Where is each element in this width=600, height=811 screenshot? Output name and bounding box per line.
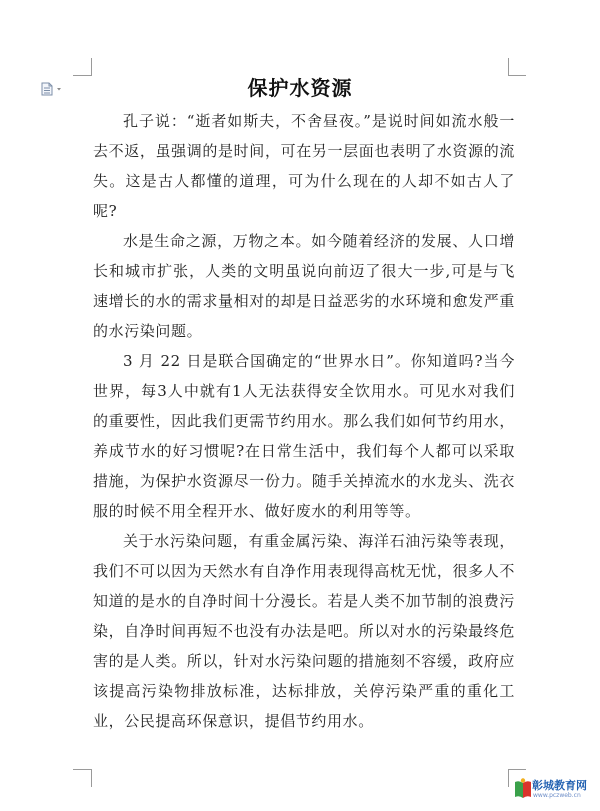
paragraph: 水是生命之源，万物之本。如今随着经济的发展、人口增长和城市扩张，人类的文明虽说向前迈了很大一步,可是与飞速增长的水的需求量相对的却是日益恶劣的水环境和愈发严重的水污染问题。 <box>93 232 515 340</box>
watermark-url: www.pczweb.cn <box>533 792 581 799</box>
watermark-logo <box>514 774 594 804</box>
document-title: 保护水资源 <box>247 76 353 100</box>
crop-mark-bottom-left <box>91 769 92 787</box>
paragraph: 关于水污染问题，有重金属污染、海洋石油污染等表现，我们不可以因为天然水有自净作用表现得高枕无忧，很多人不知道的是水的自净时间十分漫长。若是人类不加节制的浪费污染，自净时间再短不也没有办法是吧。所以对水的污染最终危害的是人类。所以，针对水污染问题的措施刻不容缓，政府应该提高污染物排放标准，达标排放，关停污染严重的重化工业，公民提高环保意识，提倡节约用水。 <box>93 532 515 730</box>
book-icon <box>514 778 532 800</box>
paragraph: 孔子说：“逝者如斯夫，不舍昼夜。”是说时间如流水般一去不返，虽强调的是时间，可在另一层面也表明了水资源的流失。这是古人都懂的道理，可为什么现在的人却不如古人了呢? <box>93 112 515 220</box>
crop-mark-bottom-right <box>508 769 509 787</box>
crop-mark-bottom-left <box>73 769 91 770</box>
paragraph: 3 月 22 日是联合国确定的“世界水日”。你知道吗?当今世界，每3人中就有1人无法获得安全饮用水。可见水对我们的重要性，因此我们更需节约用水。那么我们如何节约用水，养成节水的好习惯呢?在日常生活中，我们每个人都可以采取措施，为保护水资源尽一份力。随手关掉流水的水龙头、洗衣服的时候不用全程开水、做好废水的利用等等。 <box>93 352 515 520</box>
watermark-name: 彰城教育网 <box>532 779 587 792</box>
crop-mark-bottom-right <box>508 769 526 770</box>
document-body <box>93 106 515 736</box>
